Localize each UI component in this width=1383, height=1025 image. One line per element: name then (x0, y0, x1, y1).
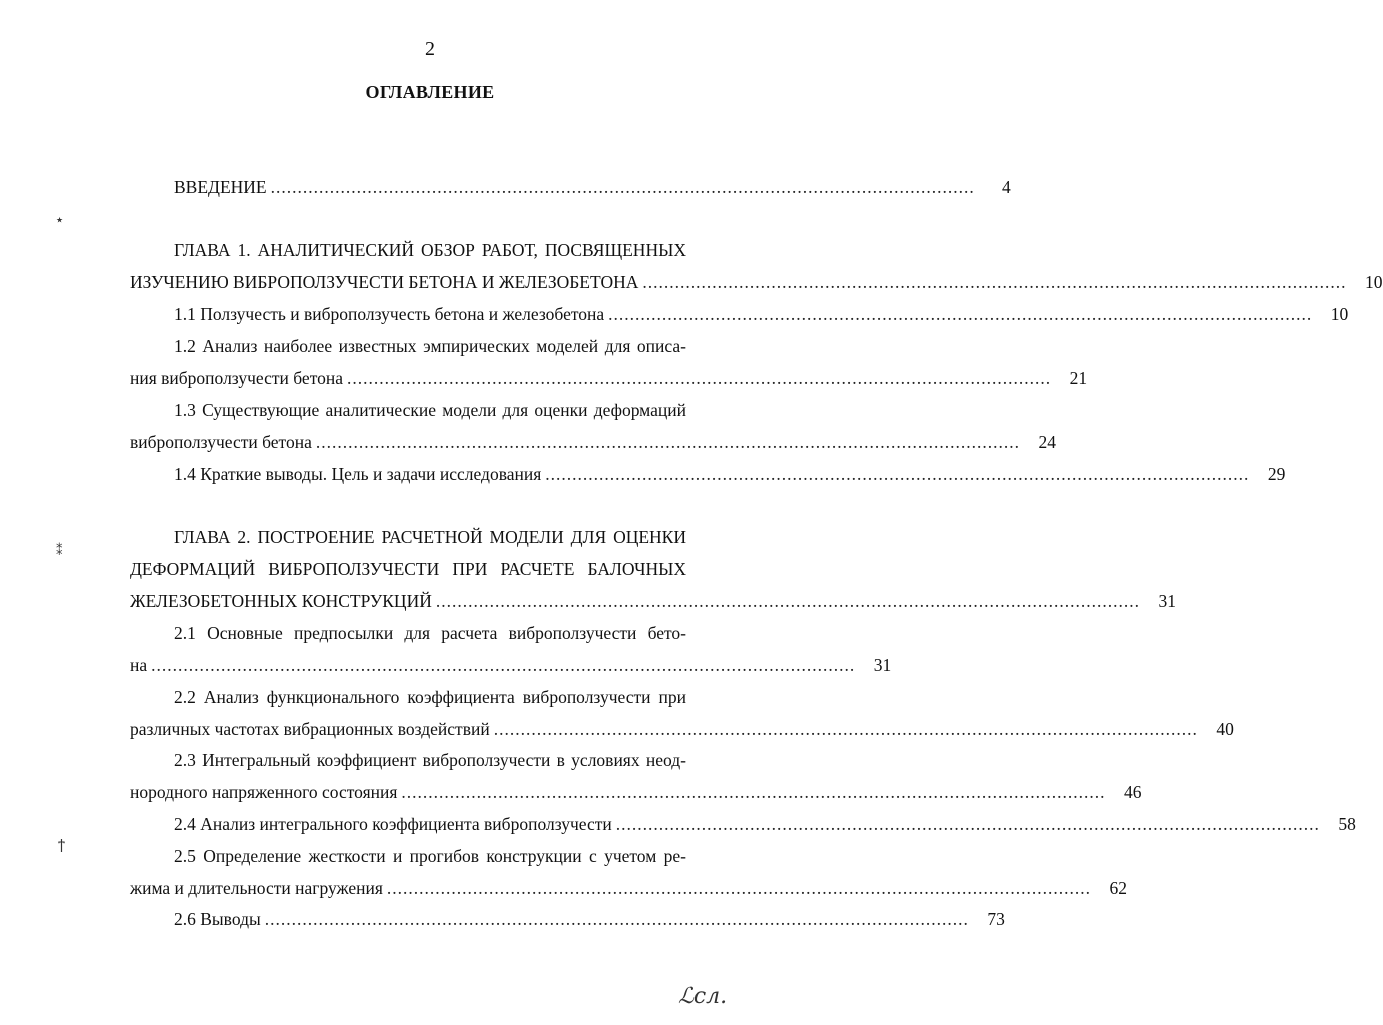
margin-mark: ϯ (58, 838, 65, 853)
toc-chapter-1[interactable] (130, 268, 1383, 296)
toc-entry-page: 21 (1069, 368, 1088, 388)
toc-section-2-5[interactable] (130, 874, 1128, 902)
toc-entry-page: 10 (1330, 304, 1349, 324)
leader-dots: ................................................................................................................................... (493, 719, 1198, 739)
toc-chapter-2-line-2[interactable]: ДЕФОРМАЦИЙ ВИБРОПОЛЗУЧЕСТИ ПРИ РАСЧЕТЕ БАЛОЧНЫХ (130, 559, 686, 579)
toc-entry-title: 2.4 Анализ интегрального коэффициента виброползучести (174, 814, 612, 834)
toc-entry-title: различных частотах вибрационных воздействий (130, 719, 490, 739)
toc-chapter-2-line-1[interactable]: ГЛАВА 2. ПОСТРОЕНИЕ РАСЧЕТНОЙ МОДЕЛИ ДЛЯ ОЦЕНКИ (174, 527, 686, 547)
toc-section-1-2[interactable] (130, 364, 1088, 392)
handwritten-signature: ℒсл. (678, 984, 728, 1009)
toc-section-2-2[interactable] (130, 715, 1234, 743)
toc-entry-title: 2.6 Выводы (174, 909, 261, 929)
toc-section-1-1[interactable] (174, 300, 1349, 328)
leader-dots: ................................................................................................................................... (347, 368, 1052, 388)
leader-dots: ................................................................................................................................... (270, 177, 975, 197)
toc-section-1-3[interactable] (130, 428, 1056, 456)
toc-entry-page: 10 (1365, 272, 1383, 292)
margin-mark: ⁑ (56, 544, 63, 559)
toc-entry-page: 31 (1158, 591, 1176, 611)
toc-chapter-1-line-1[interactable]: ГЛАВА 1. АНАЛИТИЧЕСКИЙ ОБЗОР РАБОТ, ПОСВЯЩЕННЫХ (174, 240, 686, 260)
toc-section-2-2-line-1[interactable]: 2.2 Анализ функционального коэффициента виброползучести при (174, 687, 686, 707)
toc-entry-title: ния виброползучести бетона (130, 368, 343, 388)
toc-section-2-4[interactable] (174, 810, 1356, 838)
toc-entry-title: ЖЕЛЕЗОБЕТОННЫХ КОНСТРУКЦИЙ (130, 591, 432, 611)
toc-entry-title: 1.1 Ползучесть и виброползучесть бетона и железобетона (174, 304, 605, 324)
toc-section-1-4[interactable] (174, 460, 1286, 488)
leader-dots: ................................................................................................................................... (545, 464, 1250, 484)
toc-entry-title: нородного напряженного состояния (130, 782, 398, 802)
leader-dots: ................................................................................................................................... (615, 814, 1320, 834)
toc-entry-page: 62 (1109, 878, 1128, 898)
toc-section-1-3-line-1[interactable]: 1.3 Существующие аналитические модели для оценки деформаций (174, 400, 686, 420)
toc-section-2-5-line-1[interactable]: 2.5 Определение жесткости и прогибов конструкции с учетом ре- (174, 846, 686, 866)
leader-dots: ................................................................................................................................... (264, 909, 969, 929)
toc-entry-page: 58 (1338, 814, 1356, 834)
toc-entry-intro[interactable] (174, 173, 1011, 201)
toc-section-2-1-line-1[interactable]: 2.1 Основные предпосылки для расчета виброползучести бето- (174, 623, 686, 643)
toc-section-2-6[interactable] (174, 905, 1005, 933)
toc-entry-page: 31 (873, 655, 892, 675)
page-number: 2 (425, 38, 435, 60)
leader-dots: ................................................................................................................................... (151, 655, 856, 675)
toc-chapter-2[interactable] (130, 587, 1176, 615)
toc-section-1-2-line-1[interactable]: 1.2 Анализ наиболее известных эмпирических моделей для описа- (174, 336, 686, 356)
toc-entry-title: ВВЕДЕНИЕ (174, 177, 267, 197)
toc-entry-page: 40 (1216, 719, 1234, 739)
toc-entry-title: на (130, 655, 148, 675)
leader-dots: ................................................................................................................................... (386, 878, 1092, 898)
toc-entry-page: 29 (1267, 464, 1286, 484)
leader-dots: ................................................................................................................................... (401, 782, 1106, 802)
leader-dots: ................................................................................................................................... (608, 304, 1313, 324)
toc-entry-title: ИЗУЧЕНИЮ ВИБРОПОЛЗУЧЕСТИ БЕТОНА И ЖЕЛЕЗОБЕТОНА (130, 272, 639, 292)
leader-dots: ................................................................................................................................... (435, 591, 1140, 611)
leader-dots: ................................................................................................................................... (315, 432, 1020, 452)
toc-entry-title: виброползучести бетона (130, 432, 312, 452)
margin-mark: ٭ (56, 213, 64, 228)
toc-section-2-3-line-1[interactable]: 2.3 Интегральный коэффициент виброползучести в условиях неод- (174, 750, 686, 770)
toc-entry-page: 24 (1038, 432, 1056, 452)
toc-entry-title: жима и длительности нагружения (130, 878, 383, 898)
toc-entry-page: 4 (1002, 177, 1011, 197)
toc-section-2-3[interactable] (130, 778, 1142, 806)
leader-dots: ................................................................................................................................... (642, 272, 1347, 292)
toc-entry-page: 73 (987, 909, 1005, 929)
toc-entry-page: 46 (1124, 782, 1142, 802)
toc-section-2-1[interactable] (130, 651, 892, 679)
toc-entry-title: 1.4 Краткие выводы. Цель и задачи исследования (174, 464, 542, 484)
page-title: ОГЛАВЛЕНИЕ (365, 82, 495, 102)
